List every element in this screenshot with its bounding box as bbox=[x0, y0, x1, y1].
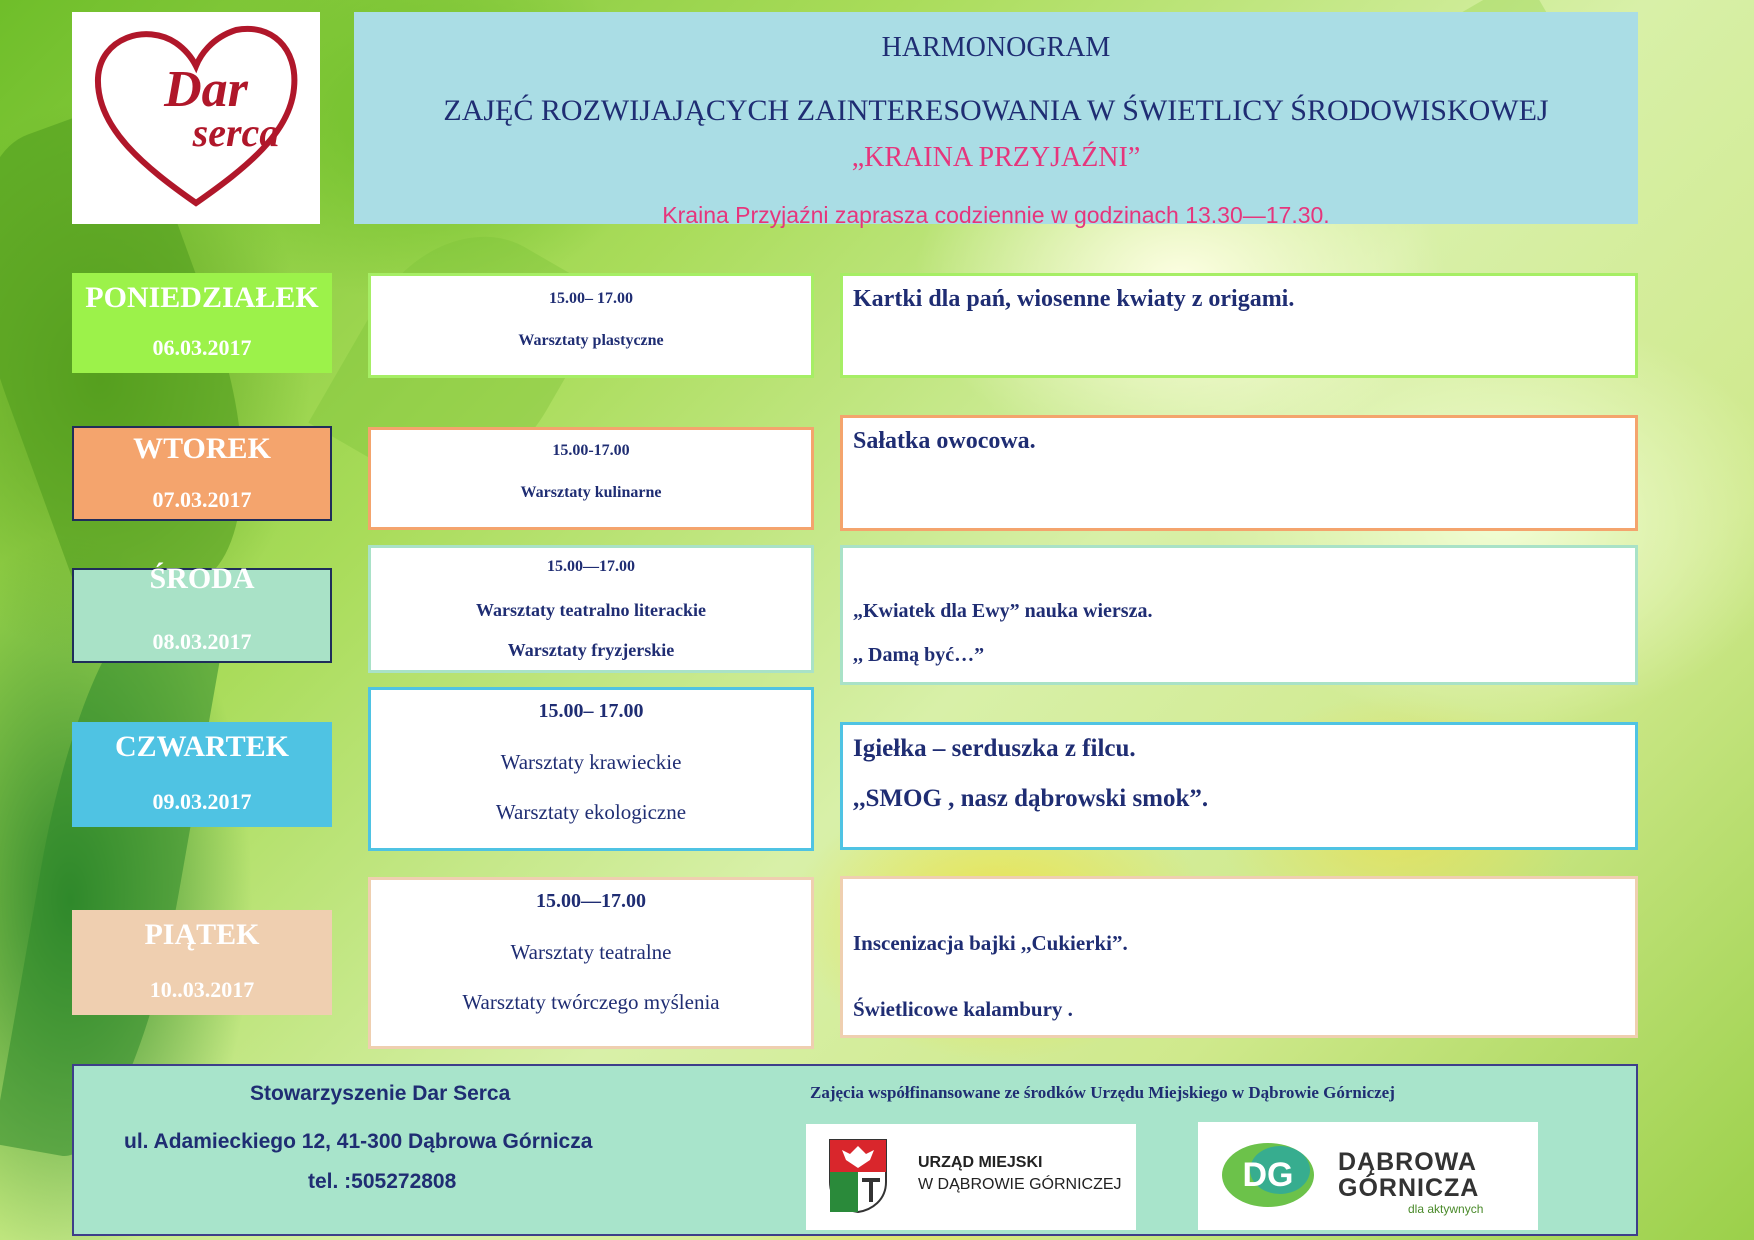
activity-box-thursday bbox=[840, 722, 1638, 850]
activity-text: „Kwiatek dla Ewy” nauka wiersza. bbox=[853, 600, 1153, 622]
organization-address: ul. Adamieckiego 12, 41-300 Dąbrowa Górnicza bbox=[124, 1130, 593, 1153]
urzad-logo-line2: W DĄBROWIE GÓRNICZEJ bbox=[918, 1176, 1122, 1193]
day-date: 07.03.2017 bbox=[152, 487, 252, 512]
dabrowa-gornicza-logo bbox=[1198, 1122, 1538, 1230]
day-name: PONIEDZIAŁEK bbox=[85, 281, 319, 314]
day-name: CZWARTEK bbox=[115, 730, 289, 763]
dar-serca-logo bbox=[72, 12, 320, 224]
activity-text: ,,SMOG , nasz dąbrowski smok”. bbox=[853, 785, 1209, 812]
time-range: 15.00– 17.00 bbox=[538, 700, 644, 722]
time-range: 15.00—17.00 bbox=[547, 558, 635, 575]
logo-text-dar: Dar bbox=[164, 61, 248, 118]
workshop-box-monday bbox=[368, 273, 814, 378]
place-name: „KRAINA PRZYJAŹNI” bbox=[851, 142, 1141, 173]
organization-phone: tel. :505272808 bbox=[308, 1170, 457, 1193]
activity-text: Igiełka – serduszka z filcu. bbox=[853, 735, 1136, 762]
day-box-thursday bbox=[72, 722, 332, 827]
opening-hours: Kraina Przyjaźni zaprasza codziennie w godzinach 13.30—17.30. bbox=[662, 202, 1330, 228]
urzad-miejski-logo bbox=[806, 1124, 1136, 1230]
activity-box-tuesday bbox=[840, 415, 1638, 531]
coat-of-arms-icon bbox=[828, 1138, 888, 1214]
workshop-label: Warsztaty fryzjerskie bbox=[507, 640, 675, 660]
activity-text: Sałatka owocowa. bbox=[853, 428, 1036, 454]
workshop-box-wednesday bbox=[368, 545, 814, 673]
workshop-label: Warsztaty ekologiczne bbox=[495, 800, 687, 824]
workshop-label: Warsztaty teatralno literackie bbox=[476, 600, 706, 620]
activity-text: Świetlicowe kalambury . bbox=[853, 997, 1073, 1021]
svg-text:DG: DG bbox=[1242, 1156, 1294, 1194]
workshop-label: Warsztaty teatralne bbox=[510, 940, 672, 964]
day-name: WTOREK bbox=[133, 432, 271, 465]
dg-logo-tagline: dla aktywnych bbox=[1408, 1202, 1484, 1216]
heart-icon bbox=[86, 18, 306, 218]
activity-text: Kartki dla pań, wiosenne kwiaty z origami. bbox=[853, 286, 1295, 312]
day-name: PIĄTEK bbox=[144, 918, 260, 951]
time-range: 15.00-17.00 bbox=[552, 442, 630, 459]
footer-panel bbox=[72, 1064, 1638, 1236]
day-date: 06.03.2017 bbox=[152, 335, 252, 360]
day-date: 09.03.2017 bbox=[152, 789, 252, 814]
activity-box-monday bbox=[840, 273, 1638, 378]
header-banner bbox=[354, 12, 1638, 228]
dg-logo-line2: GÓRNICZA bbox=[1338, 1174, 1480, 1202]
page-subtitle: ZAJĘĆ ROZWIJAJĄCYCH ZAINTERESOWANIA W ŚWIETLICY ŚRODOWISKOWEJ bbox=[443, 94, 1549, 127]
workshop-box-friday bbox=[368, 877, 814, 1049]
organization-name: Stowarzyszenie Dar Serca bbox=[250, 1082, 511, 1105]
workshop-label: Warsztaty plastyczne bbox=[518, 332, 664, 349]
dg-emblem-icon bbox=[1220, 1140, 1316, 1210]
urzad-logo-line1: URZĄD MIEJSKI bbox=[918, 1154, 1043, 1171]
time-range: 15.00– 17.00 bbox=[549, 290, 633, 307]
day-date: 10..03.2017 bbox=[149, 977, 255, 1002]
activity-text: ,, Damą być…” bbox=[853, 644, 985, 666]
page-title: HARMONOGRAM bbox=[881, 32, 1111, 63]
funding-note: Zajęcia współfinansowane ze środków Urzędu Miejskiego w Dąbrowie Górniczej bbox=[810, 1083, 1395, 1102]
workshop-box-tuesday bbox=[368, 427, 814, 530]
day-box-monday bbox=[72, 273, 332, 373]
day-box-friday bbox=[72, 910, 332, 1015]
activity-box-friday bbox=[840, 876, 1638, 1038]
activity-text: Inscenizacja bajki ,,Cukierki”. bbox=[853, 931, 1128, 955]
workshop-box-thursday bbox=[368, 687, 814, 851]
dg-logo-line1: DĄBROWA bbox=[1338, 1148, 1477, 1176]
workshop-label: Warsztaty twórczego myślenia bbox=[462, 990, 720, 1014]
workshop-label: Warsztaty kulinarne bbox=[520, 484, 662, 501]
day-box-wednesday bbox=[72, 562, 332, 663]
day-box-tuesday bbox=[72, 426, 332, 521]
day-date: 08.03.2017 bbox=[152, 629, 252, 654]
logo-text-serca: serca bbox=[192, 110, 280, 155]
time-range: 15.00—17.00 bbox=[536, 890, 646, 912]
day-name: ŚRODA bbox=[149, 562, 255, 595]
workshop-label: Warsztaty krawieckie bbox=[500, 750, 682, 774]
activity-box-wednesday bbox=[840, 545, 1638, 685]
